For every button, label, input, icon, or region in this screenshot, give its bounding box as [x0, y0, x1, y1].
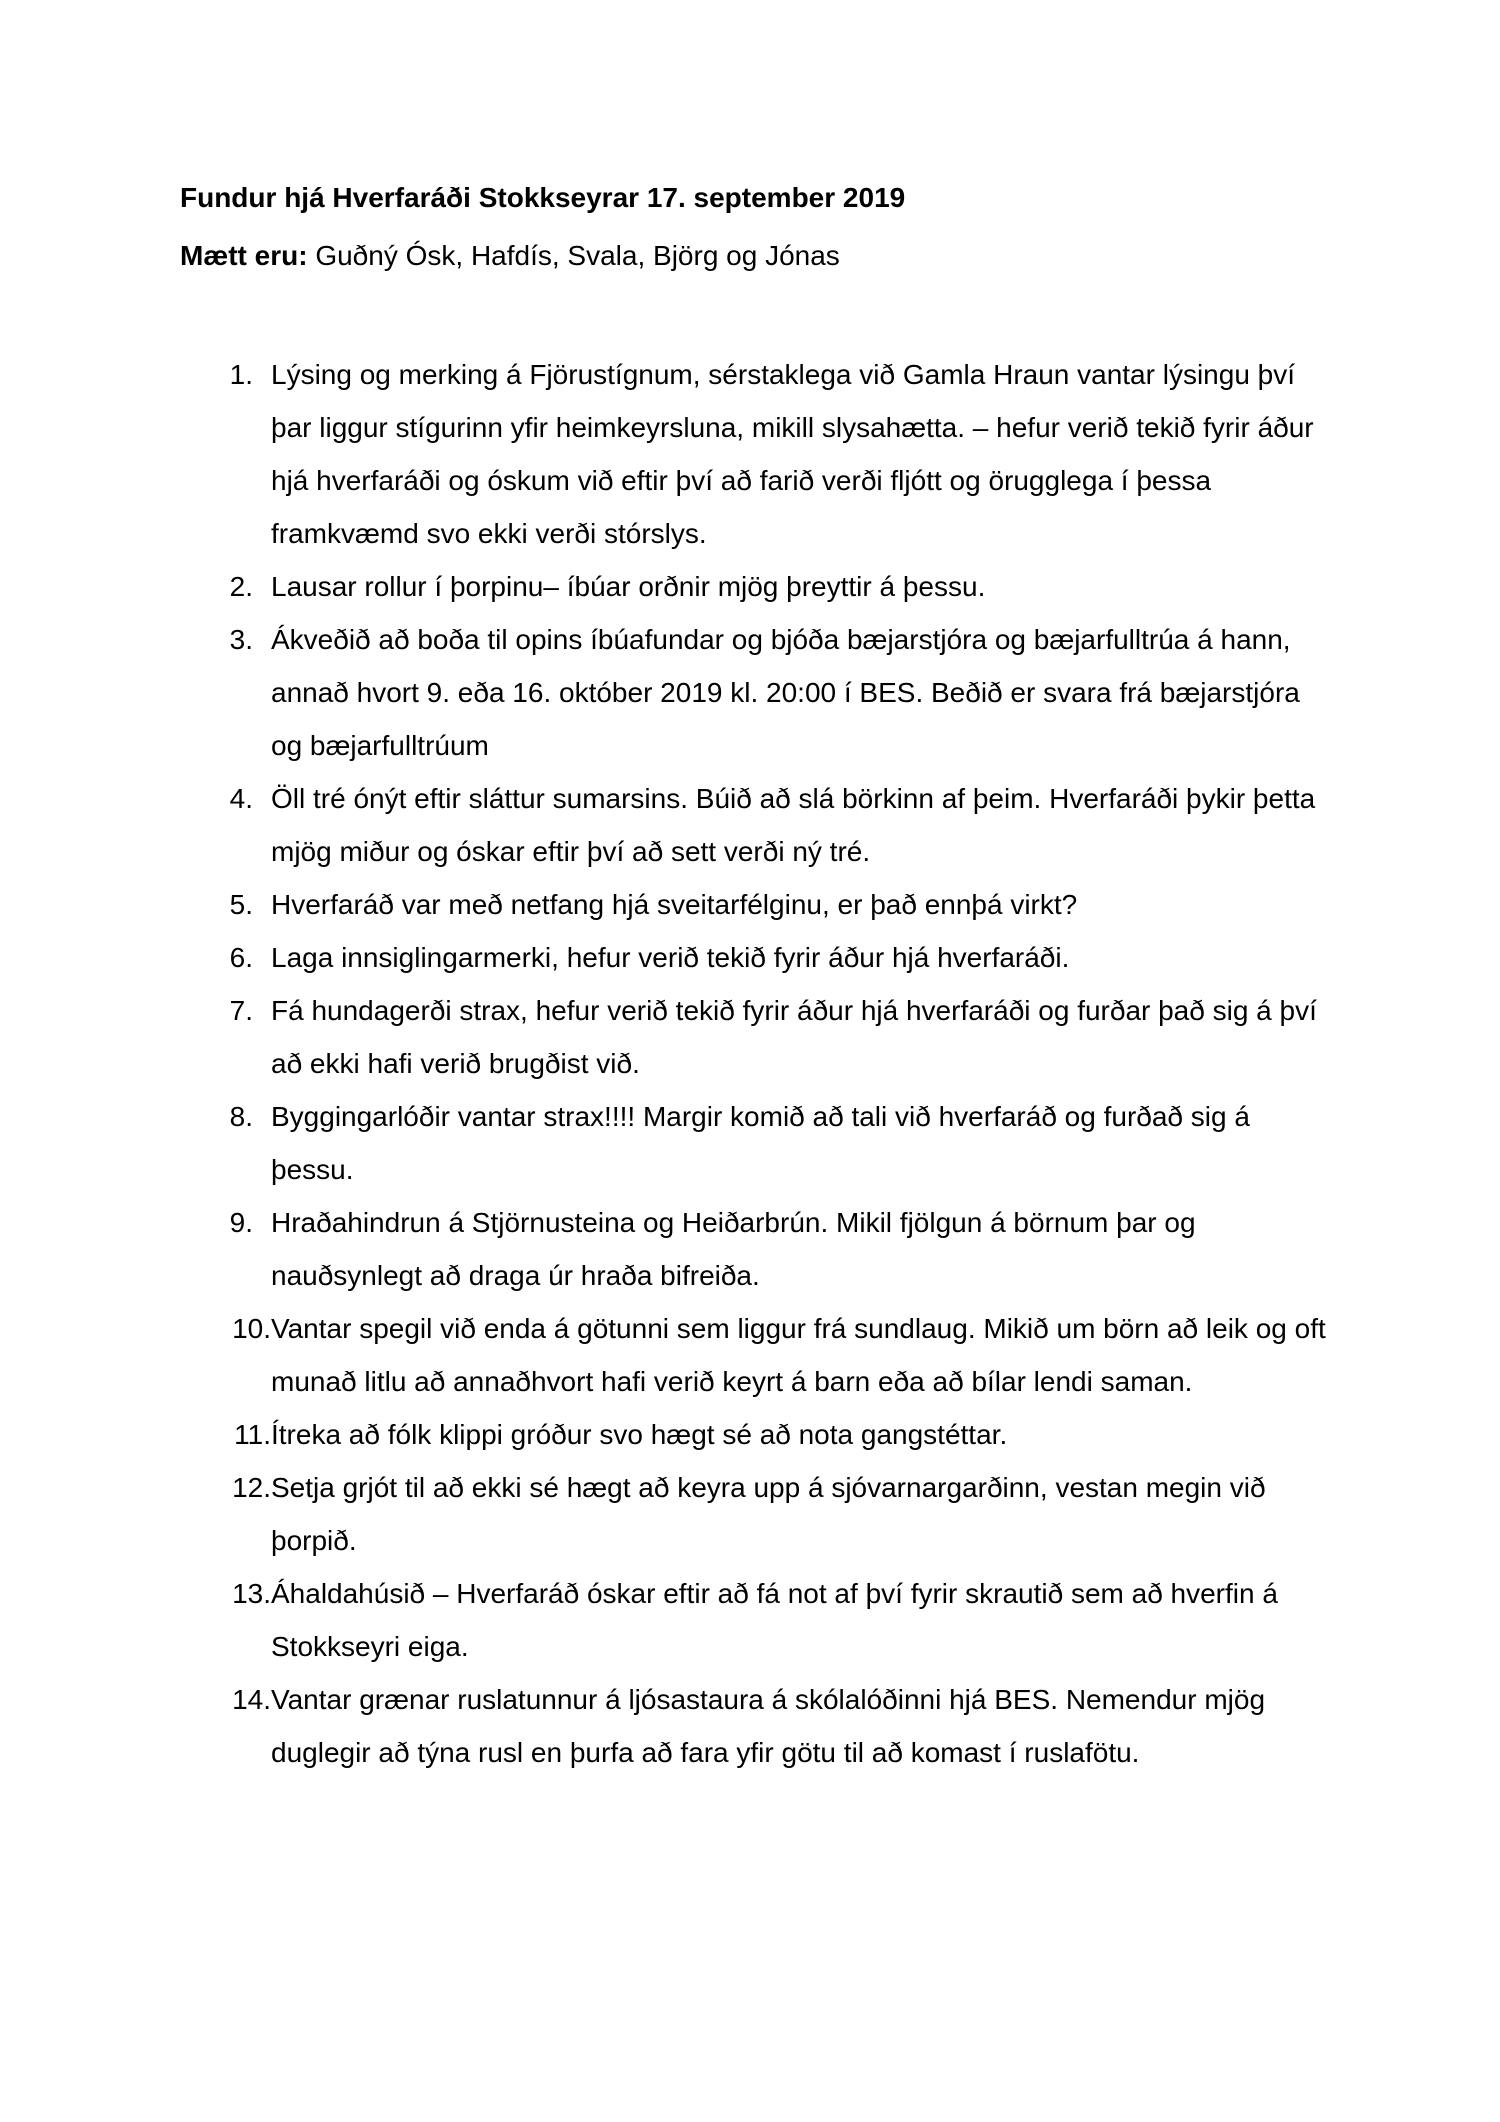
item-number: 12.: [232, 1472, 271, 1503]
item-number: 2.: [229, 571, 253, 602]
item-text: Setja grjót til að ekki sé hægt að keyra upp á sjóvarnargarðinn, vestan megin við þorpið.: [271, 1472, 1266, 1556]
item-text: Laga innsiglingarmerki, hefur verið tekið fyrir áður hjá hverfaráði.: [271, 942, 1070, 973]
item-number: 11.: [234, 1419, 271, 1450]
list-item: [0, 1673, 1331, 1779]
item-text: Lýsing og merking á Fjörustígnum, sérstaklega við Gamla Hraun vantar lýsingu því þar liggur stígurinn yfir heimkeyrsluna, mikill slysahætta. – hefur verið tekið fyrir áður hjá hverfaráði og óskum við eftir því að farið verði fljótt og örugglega í þessa framkvæmd svo ekki verði stórslys.: [271, 359, 1314, 549]
item-number: 9.: [229, 1207, 253, 1238]
item-number: 13.: [232, 1578, 271, 1609]
item-text: Öll tré ónýt eftir sláttur sumarsins. Búið að slá börkinn af þeim. Hverfaráði þykir þetta mjög miður og óskar eftir því að sett verði ný tré.: [271, 783, 1316, 867]
item-number: 14.: [232, 1684, 271, 1715]
item-number: 4.: [229, 783, 253, 814]
list-item: [0, 348, 1331, 560]
list-item: [0, 1567, 1331, 1673]
item-number: 3.: [229, 624, 253, 655]
item-text: Byggingarlóðir vantar strax!!!! Margir komið að tali við hverfaráð og furðað sig á þessu.: [271, 1101, 1250, 1185]
attendees-names: Guðný Ósk, Hafdís, Svala, Björg og Jónas: [307, 240, 840, 271]
attendees-label: Mætt eru:: [180, 240, 308, 271]
item-number: 1.: [229, 359, 253, 390]
attendees-line: [180, 236, 840, 276]
item-text: Hverfaráð var með netfang hjá sveitarfélginu, er það ennþá virkt?: [271, 889, 1078, 920]
agenda-list: [0, 348, 1500, 1779]
list-item: [0, 1408, 1331, 1461]
list-item: [0, 931, 1331, 984]
item-number: 8.: [229, 1101, 253, 1132]
list-item: [0, 1302, 1331, 1408]
item-text: Fá hundagerði strax, hefur verið tekið fyrir áður hjá hverfaráði og furðar það sig á því að ekki hafi verið brugðist við.: [271, 995, 1317, 1079]
item-text: Lausar rollur í þorpinu– íbúar orðnir mjög þreyttir á þessu.: [271, 571, 986, 602]
document-title: Fundur hjá Hverfaráði Stokkseyrar 17. september 2019: [180, 182, 906, 213]
list-item: [0, 1090, 1331, 1196]
list-item: [0, 878, 1331, 931]
item-text: Ákveðið að boða til opins íbúafundar og bjóða bæjarstjóra og bæjarfulltrúa á hann, annað hvort 9. eða 16. október 2019 kl. 20:00 í BES. Beðið er svara frá bæjarstjóra og bæjarfulltrúum: [271, 624, 1300, 761]
list-item: [0, 560, 1331, 613]
list-item: [0, 1196, 1331, 1302]
list-item: [0, 1461, 1331, 1567]
item-number: 10.: [232, 1313, 271, 1344]
item-number: 7.: [229, 995, 253, 1026]
list-item: [0, 613, 1331, 772]
item-text: Vantar grænar ruslatunnur á ljósastaura á skólalóðinni hjá BES. Nemendur mjög duglegir að týna rusl en þurfa að fara yfir götu til að komast í ruslafötu.: [271, 1684, 1266, 1768]
item-text: Hraðahindrun á Stjörnusteina og Heiðarbrún. Mikil fjölgun á börnum þar og nauðsynlegt að draga úr hraða bifreiða.: [271, 1207, 1196, 1291]
item-number: 6.: [229, 942, 253, 973]
list-item: [0, 772, 1331, 878]
list-item: [0, 984, 1331, 1090]
item-text: Ítreka að fólk klippi gróður svo hægt sé að nota gangstéttar.: [271, 1419, 1008, 1450]
item-text: Vantar spegil við enda á götunni sem liggur frá sundlaug. Mikið um börn að leik og oft munað litlu að annaðhvort hafi verið keyrt á barn eða að bílar lendi saman.: [271, 1313, 1326, 1397]
item-number: 5.: [229, 889, 253, 920]
item-text: Áhaldahúsið – Hverfaráð óskar eftir að fá not af því fyrir skrautið sem að hverfin á Stokkseyri eiga.: [271, 1578, 1278, 1662]
